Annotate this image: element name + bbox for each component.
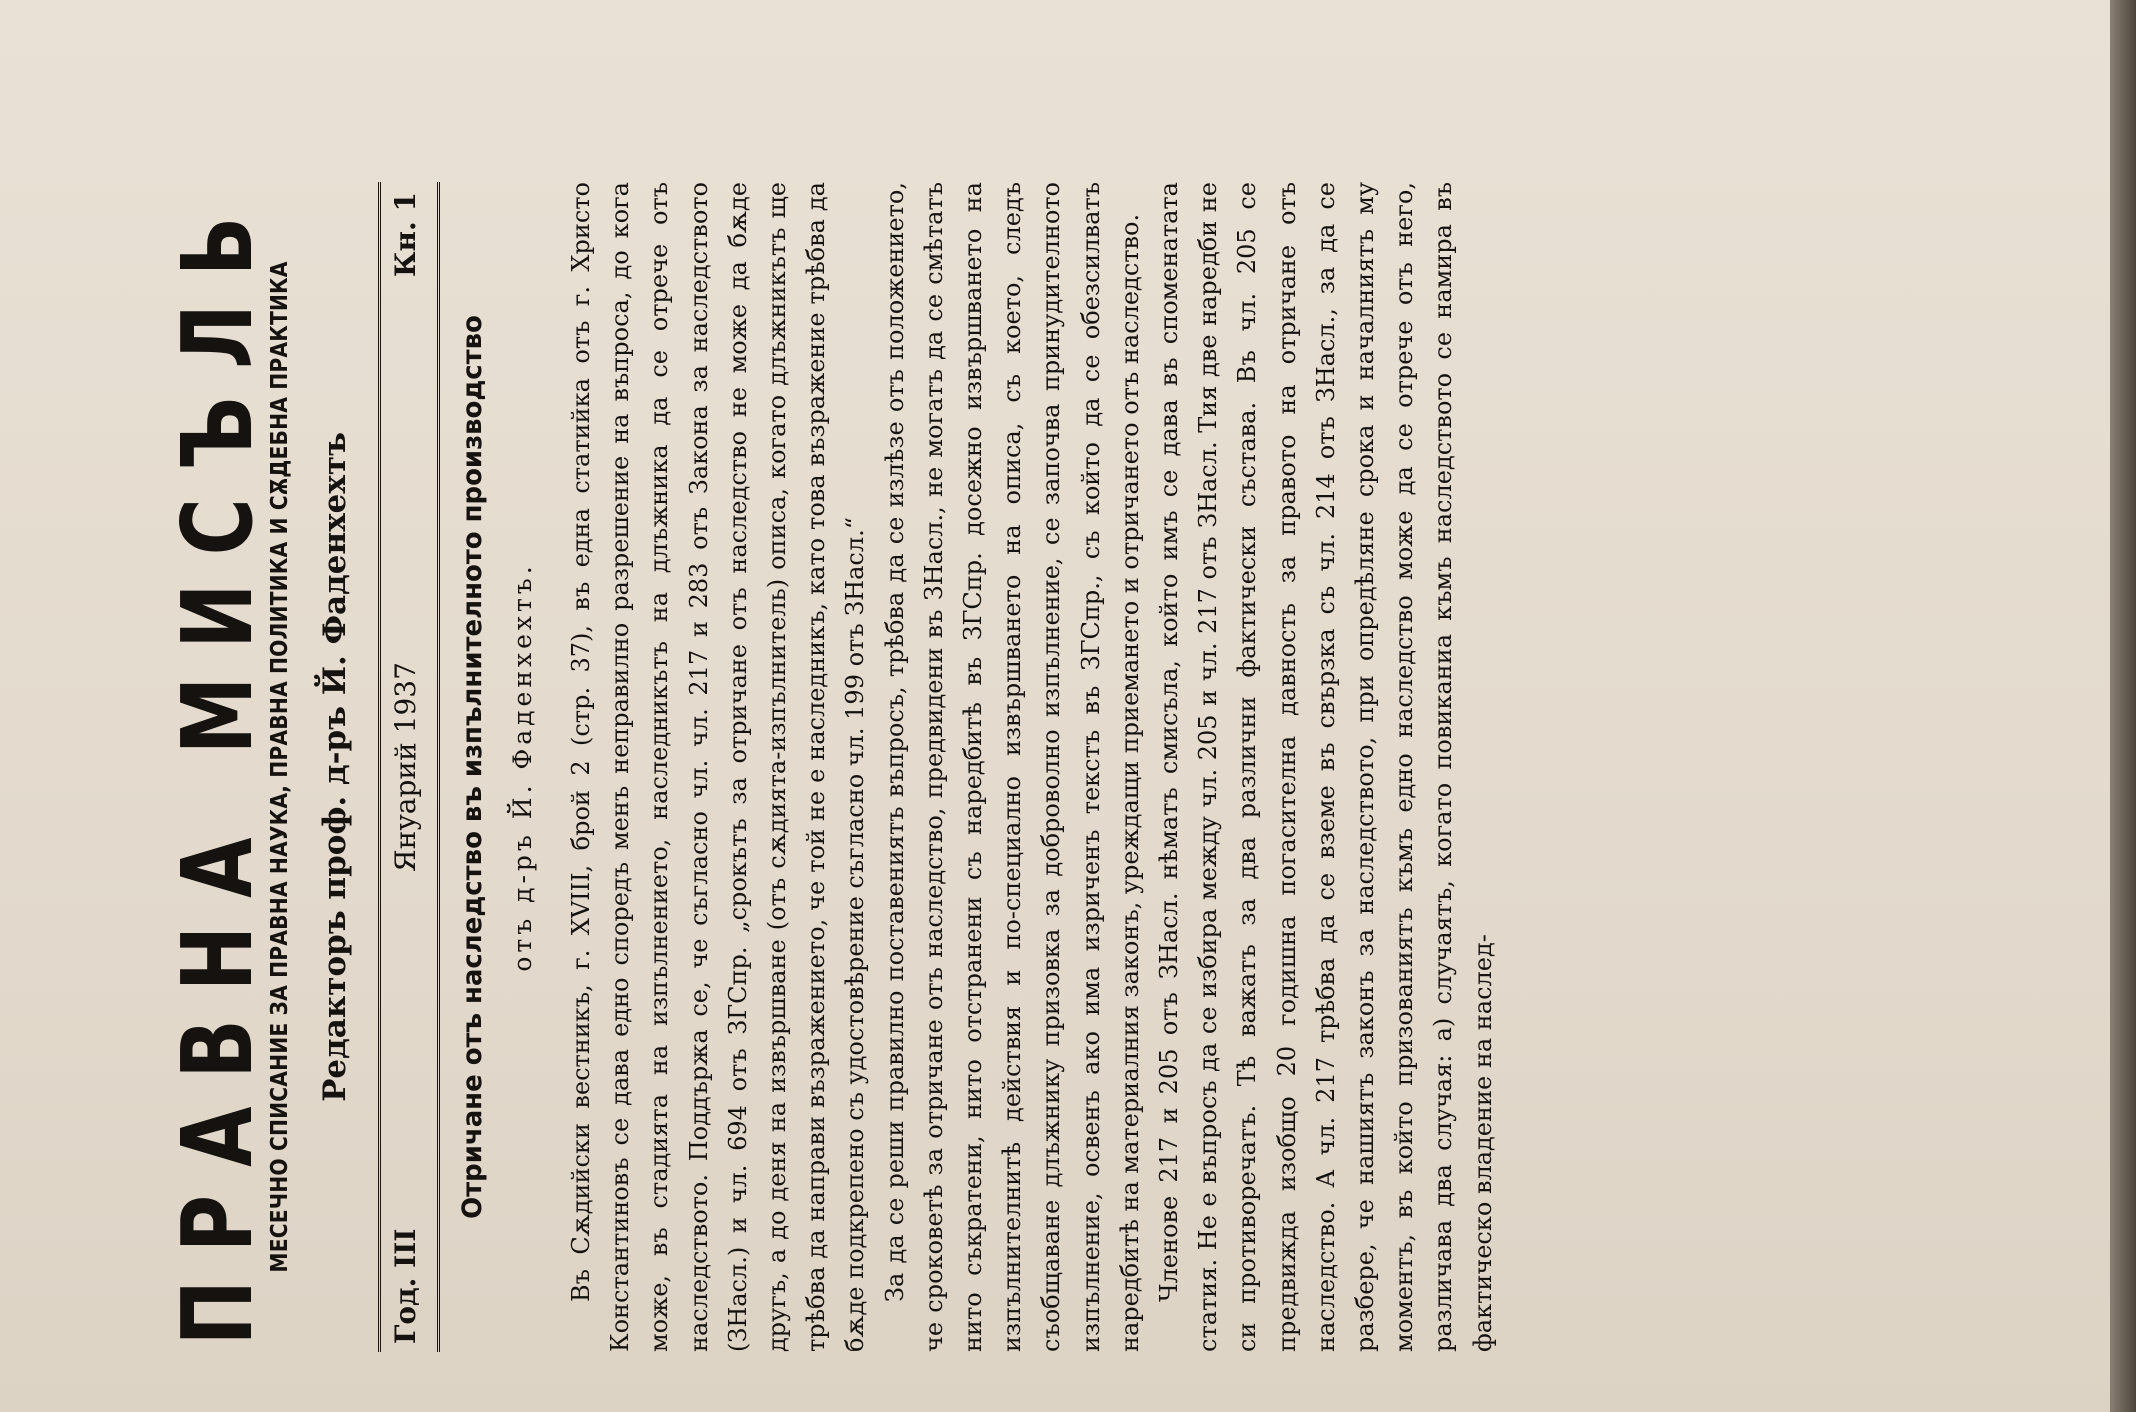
issue-year: Год. III: [389, 1228, 422, 1344]
issue-book: Кн. 1: [389, 192, 422, 277]
journal-title: ПРАВНА МИСЪЛЬ: [162, 188, 275, 1346]
editor-line: Редакторъ проф. д-ръ Й. Фаденхехтъ: [317, 432, 353, 1102]
issue-month: Януарий 1937: [389, 662, 422, 872]
issue-info-bar: [378, 182, 440, 1352]
article-author: отъ д-ръ Й. Фаденхехтъ.: [508, 562, 537, 972]
book-edge: [2110, 0, 2136, 1412]
journal-page: [152, 52, 1892, 1352]
paragraph-2: За да се реши правилно поставениятъ въпросъ, трѣбва да се излѣзе отъ положението, че сроковетѣ за отричане отъ наследство, предвидени въ ЗНасл., не могатъ да се смѣтатъ нито съкратени, нито отстранени съ наредбитѣ въ ЗГСпр. досежно извършването на изпълнителнитѣ действия и по-специално извършването на описа, съ което, следъ съобщаване длъжнику призовка за доброволно изпълнение, се започва принудителното изпълнение, освенъ ако има изриченъ текстъ въ ЗГСпр., съ който да се обезсилватъ наредбитѣ на материалния законъ, уреждащи приемането и отричането отъ наследство.: [880, 182, 1144, 1352]
article-title: Отричане отъ наследство въ изпълнителното производство: [457, 315, 488, 1219]
paragraph-3: Членове 217 и 205 отъ ЗНасл. нѣматъ смисъла, който имъ се дава въ споменатата статия. Не е въпросъ да се избира между чл. 205 и чл. 217 отъ ЗНасл. Тия две наредби не си противоречатъ. Тѣ важатъ за два различни фактически състава. Въ чл. 205 се предвижда изобщо 20 годишна погасителна давность за правото на отричане отъ наследство. А чл. 217 трѣбва да се вземе въ свързка съ чл. 214 отъ ЗНасл., за да се разбере, че нашиятъ законъ за наследството, при опредѣляне срока и началниятъ му моментъ, въ който призованиятъ къмъ едно наследство може да се отрече отъ него, различава два случая: а) случаятъ, когато повиканиа къмъ наследството се намира въ фактическо владение на наслед-: [1155, 182, 1497, 1352]
article-body: [562, 182, 1503, 1352]
paragraph-1: Въ Сѫдийски вестникъ, г. XVIII, брой 2 (стр. 37), въ една статийка отъ г. Христо Константиновъ се дава едно споредъ менъ неправилно разрешение на въпроса, до кога може, въ стадията на изпълнението, наследникътъ на длъжника да се отрече отъ наследството. Поддържа се, че съгласно чл. чл. 217 и 283 отъ Закона за наследството (ЗНасл.) и чл. 694 отъ ЗГСпр. „срокътъ за отричане отъ наследство не може да бѫде другъ, а до деня на извършване (отъ сѫдията-изпълнитель) описа, когато длъжникътъ ще трѣбва да направи възражението, че той не е наследникъ, като това възражение трѣбва да бѫде подкрепено съ удостовѣрение съгласно чл. 199 отъ ЗНасл.“: [567, 182, 870, 1352]
journal-subtitle: МЕСЕЧНО СПИСАНИЕ ЗА ПРАВНА НАУКА, ПРАВНА ПОЛИТИКА И СѪДЕБНА ПРАКТИКА: [267, 261, 293, 1273]
